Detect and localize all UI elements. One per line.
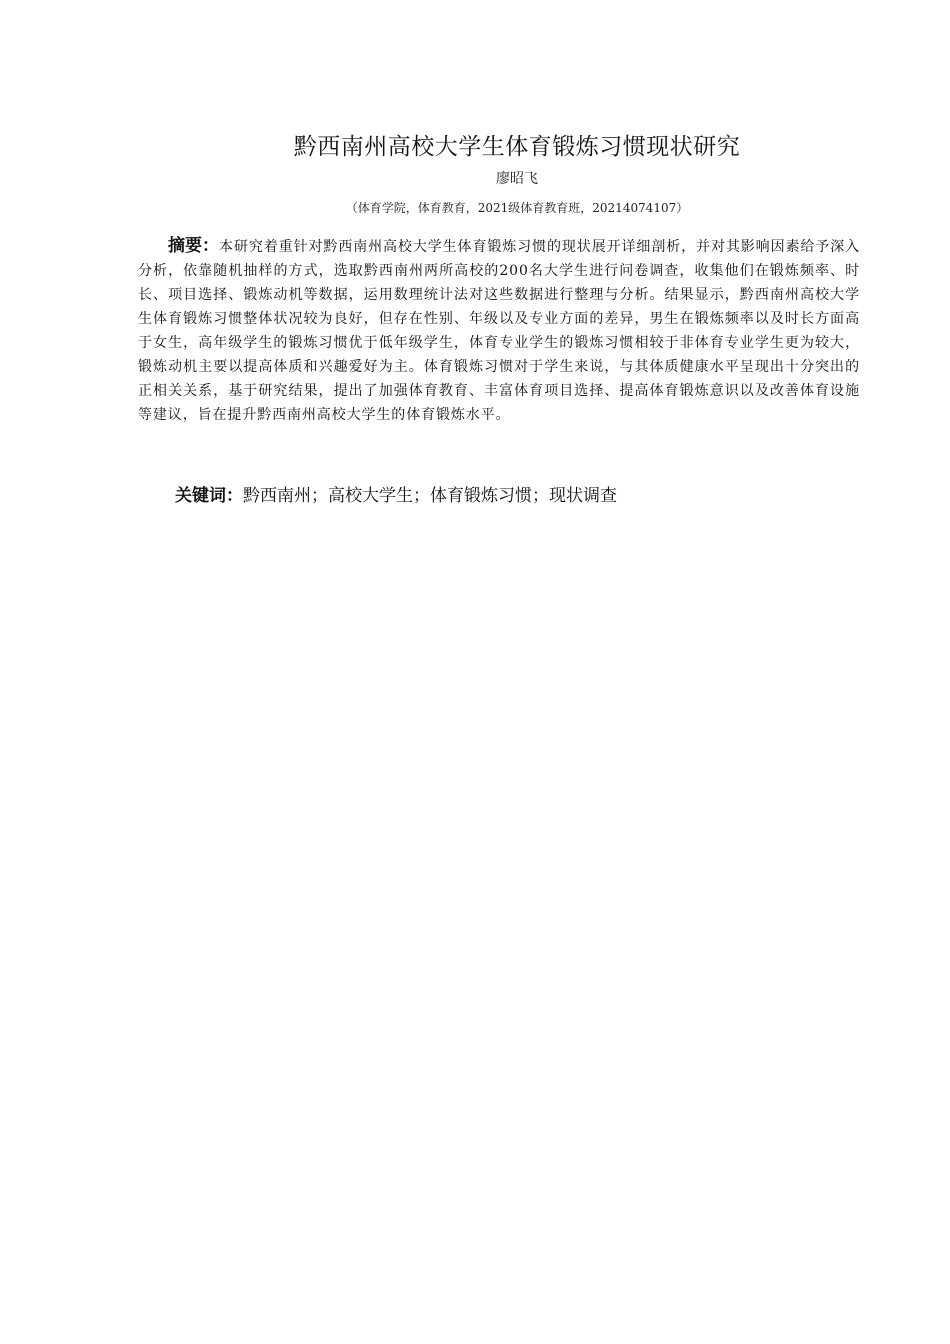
- paper-title: 黔西南州高校大学生体育锻炼习惯现状研究: [293, 134, 741, 160]
- keywords-line: [175, 481, 875, 506]
- abstract-paragraph: [138, 234, 860, 427]
- keywords-text: 黔西南州；高校大学生；体育锻炼习惯；现状调查: [243, 486, 617, 506]
- abstract-text: 本研究着重针对黔西南州高校大学生体育锻炼习惯的现状展开详细剖析，并对其影响因素给予深入分析，依靠随机抽样的方式，选取黔西南州两所高校的200名大学生进行问卷调查，收集他们在锻炼频率、时长、项目选择、锻炼动机等数据，运用数理统计法对这些数据进行整理与分析。结果显示，黔西南州高校大学生体育锻炼习惯整体状况较为良好，但存在性别、年级以及专业方面的差异，男生在锻炼频率以及时长方面高于女生，高年级学生的锻炼习惯优于低年级学生，体育专业学生的锻炼习惯相较于非体育专业学生更为较大，锻炼动机主要以提高体质和兴趣爱好为主。体育锻炼习惯对于学生来说，与其体质健康水平呈现出十分突出的正相关关系，基于研究结果，提出了加强体育教育、丰富体育项目选择、提高体育锻炼意识以及改善体育设施等建议，旨在提升黔西南州高校大学生的体育锻炼水平。: [138, 239, 861, 423]
- author-affiliation: （体育学院，体育教育，2021级体育教育班，20214074107）: [345, 201, 689, 215]
- abstract-label: 摘要：: [168, 236, 220, 256]
- author-name: 廖昭飞: [496, 171, 538, 187]
- keywords-label: 关键词：: [175, 486, 243, 506]
